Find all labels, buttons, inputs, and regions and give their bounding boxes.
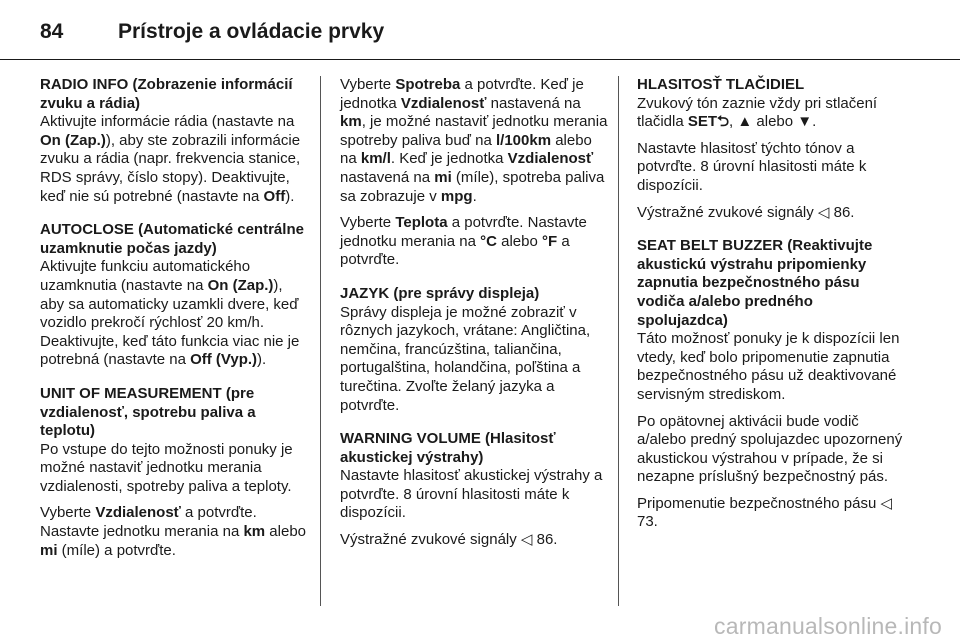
section-unit-of-measurement — [40, 385, 308, 560]
column-2 — [340, 76, 608, 565]
page-header — [40, 14, 384, 50]
menu-value: Vzdialenosť — [507, 150, 594, 168]
body-text: Správy displeja je možné zobraziť v rôznych jazykoch, vrátane: Angličtina, nemčina, francúzština, taliančina, portugalština, holandčina, poľština a turečtina. Zvoľte želaný jazyka a potvrďte. — [340, 303, 591, 414]
cross-reference: Pripomenutie bezpečnostného pásu ◁ 73. — [637, 494, 893, 531]
down-arrow-icon: ▼ — [797, 113, 813, 131]
up-arrow-icon: ▲ — [737, 113, 753, 131]
body-paragraph — [340, 76, 608, 206]
menu-value: On (Zap.) — [40, 131, 106, 149]
menu-value: l/100km — [495, 131, 552, 149]
section-autoclose — [40, 221, 308, 370]
body-text: Nastavte hlasitosť týchto tónov a potvrďte. 8 úrovní hlasitosti máte k dispozícii. — [637, 139, 867, 194]
body-text: a potvrďte. Nastavte jednotku merania na — [40, 504, 257, 541]
section-heading: WARNING VOLUME (Hlasitosť akustickej výstrahy) — [340, 430, 556, 466]
section-heading: UNIT OF MEASUREMENT (pre vzdialenosť, spotrebu paliva a teplotu) — [40, 384, 256, 440]
menu-value: Vzdialenosť — [95, 504, 181, 522]
body-text: Aktivujte funkciu automatického uzamknutia (nastavte na — [40, 258, 251, 294]
body-paragraph — [40, 504, 308, 560]
section-hlasitost-tlacidiel — [637, 76, 905, 222]
menu-value: mi — [40, 541, 58, 559]
menu-value: mpg — [440, 187, 473, 205]
body-text: , je možné nastaviť jednotku merania spotreby paliva buď na — [340, 113, 608, 149]
body-text: Po opätovnej aktivácii bude vodič a/alebo predný spolujazdec upozornený akustickou výstrahou v prípade, že si nezapne príslušný bezpečnostný pás. — [637, 412, 903, 486]
header-divider — [0, 59, 960, 60]
set-button-label: SET⮌ — [687, 113, 730, 131]
body-text: Vyberte — [340, 76, 396, 93]
section-heading: JAZYK (pre správy displeja) — [340, 284, 540, 302]
body-text: . Keď je jednotka — [390, 150, 508, 168]
body-text: alebo — [265, 523, 307, 541]
body-text: alebo na — [340, 131, 592, 168]
body-text: , — [729, 113, 738, 131]
body-text: a potvrďte. — [340, 232, 570, 269]
body-text: . — [812, 113, 817, 131]
body-text: a potvrďte. Keď je jednotka — [340, 76, 584, 112]
section-heading: RADIO INFO (Zobrazenie informácií zvuku a rádia) — [40, 76, 293, 112]
watermark: carmanualsonline.info — [714, 613, 942, 639]
menu-value: Teplota — [395, 214, 448, 232]
page-title: Prístroje a ovládacie prvky — [118, 20, 385, 43]
menu-value: Off (Vyp.) — [190, 351, 258, 369]
body-text: ), aby ste zobrazili informácie zvuku a rádia (napr. frekvencia stanice, RDS správy, číslo stopy). Deaktivujte, keď nie sú potrebné (nastavte na — [40, 131, 301, 205]
body-text: Nastavte hlasitosť akustickej výstrahy a potvrďte. 8 úrovní hlasitosti máte k dispozícii. — [340, 467, 603, 522]
section-temperature — [340, 214, 608, 270]
section-heading: HLASITOSŤ TLAČIDIEL — [637, 76, 805, 93]
body-text: (míle) a potvrďte. — [57, 541, 176, 559]
body-text: Vyberte — [40, 504, 96, 522]
cross-reference: Výstražné zvukové signály ◁ 86. — [637, 203, 855, 221]
body-paragraph — [637, 95, 905, 132]
menu-value: °C — [480, 232, 497, 250]
menu-value: km — [340, 113, 362, 131]
column-divider-2 — [618, 76, 619, 606]
section-jazyk — [340, 285, 608, 415]
section-heading: SEAT BELT BUZZER (Reaktivujte akustickú výstrahu pripomienky zapnutia bezpečnostného pásu vodiča a/alebo predného spolujazdca) — [637, 237, 873, 329]
section-heading: AUTOCLOSE (Automatické centrálne uzamknutie počas jazdy) — [40, 221, 304, 257]
body-text: ). — [257, 351, 267, 369]
column-3 — [637, 76, 905, 547]
body-text: alebo — [752, 113, 798, 131]
menu-value: °F — [541, 232, 558, 250]
body-text: Táto možnosť ponuky je k dispozícii len vtedy, keď bolo pripomenutie zapnutia bezpečnostného pásu už deaktivované servisným strediskom. — [637, 330, 900, 403]
cross-reference: Výstražné zvukové signály ◁ 86. — [340, 531, 558, 549]
column-1 — [40, 76, 308, 575]
body-text: ), aby sa automaticky uzamkli dvere, keď vozidlo prekročí rýchlosť 20 km/h. Deaktivujte, keď táto funkcia viac nie je potrebná (nastavte na — [40, 276, 300, 369]
page-number: 84 — [40, 20, 64, 43]
column-divider-1 — [320, 76, 321, 606]
section-radio-info — [40, 76, 308, 206]
body-text: Zvukový tón zaznie vždy pri stlačení tlačidla — [637, 94, 878, 131]
menu-value: Vzdialenosť — [400, 94, 487, 112]
body-text: Po vstupe do tejto možnosti ponuky je možné nastaviť jednotku merania vzdialenosti, spotreby paliva a teploty. — [40, 440, 293, 495]
menu-value: On (Zap.) — [207, 276, 274, 294]
body-text: Aktivujte informácie rádia (nastavte na — [40, 113, 295, 131]
menu-value: km — [243, 523, 266, 541]
body-text: Vyberte — [340, 214, 396, 232]
body-text: a potvrďte. Nastavte jednotku merania na — [340, 214, 587, 250]
body-text: nastavená na — [486, 94, 581, 112]
body-text: (míle), spotreba paliva sa zobrazuje v — [340, 168, 605, 205]
menu-value: mi — [434, 168, 452, 186]
body-text: alebo — [496, 232, 542, 250]
body-text: ). — [285, 187, 295, 205]
body-text: nastavená na — [340, 168, 435, 186]
menu-value: Off — [263, 187, 286, 205]
section-seat-belt-buzzer — [637, 237, 905, 532]
body-text: . — [472, 187, 477, 205]
section-warning-volume — [340, 430, 608, 550]
menu-value: Spotreba — [395, 76, 461, 93]
menu-value: km/l — [360, 150, 391, 168]
